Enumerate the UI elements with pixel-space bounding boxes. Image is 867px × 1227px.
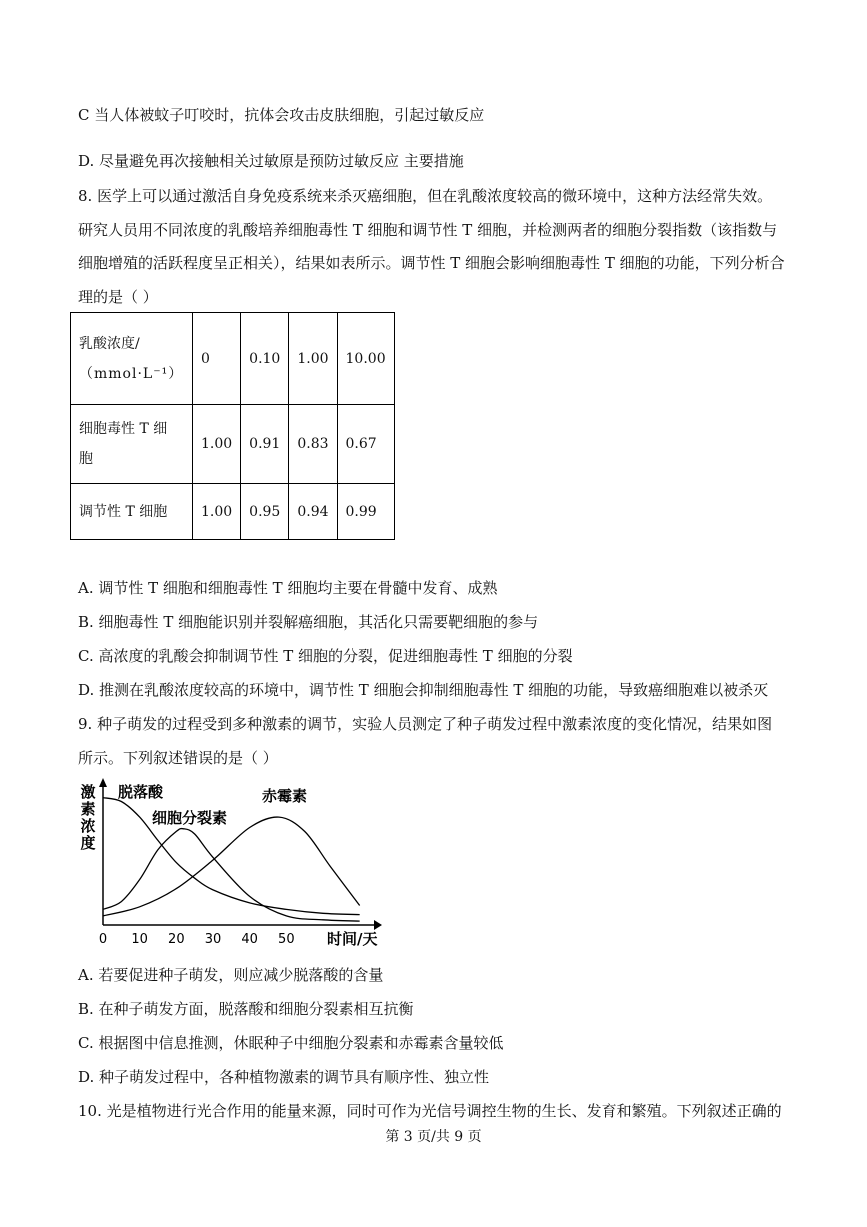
question-8-line-1: 8. 医学上可以通过激活自身免疫系统来杀灭癌细胞，但在乳酸浓度较高的微环境中，这种方法经常失效。 xyxy=(78,187,773,205)
x-tick-label: 50 xyxy=(278,932,295,947)
page-footer: 第 3 页/共 9 页 xyxy=(385,1129,482,1145)
table-cell: 1.00 xyxy=(193,484,241,540)
x-axis-label: 时间/天 xyxy=(327,930,378,948)
y-axis-label-char: 浓 xyxy=(80,817,96,835)
option-d-q7: D. 尽量避免再次接触相关过敏原是预防过敏反应 主要措施 xyxy=(78,152,464,170)
series-line xyxy=(103,817,360,916)
series-line xyxy=(103,798,360,915)
hormone-chart xyxy=(72,775,392,950)
question-8-line-4: 理的是（ ） xyxy=(78,288,158,306)
table-cell: 0.10 xyxy=(241,313,289,405)
table-cell: 0.91 xyxy=(241,405,289,484)
x-axis-arrow xyxy=(374,920,382,930)
row-label-part: 胞 xyxy=(79,451,93,467)
table-cell: 1.00 xyxy=(289,313,337,405)
table-cell: 1.00 xyxy=(193,405,241,484)
x-tick-label: 0 xyxy=(98,932,108,947)
x-tick-label: 40 xyxy=(241,932,258,947)
table-row xyxy=(71,405,395,484)
option-c-q8: C. 高浓度的乳酸会抑制调节性 T 细胞的分裂，促进细胞毒性 T 细胞的分裂 xyxy=(78,647,573,665)
question-8-line-3: 细胞增殖的活跃程度呈正相关），结果如表所示。调节性 T 细胞会影响细胞毒性 T 细胞的功能，下列分析合 xyxy=(78,254,785,272)
question-8-line-2: 研究人员用不同浓度的乳酸培养细胞毒性 T 细胞和调节性 T 细胞，并检测两者的细胞分裂指数（该指数与 xyxy=(78,221,778,239)
table-cell: 0.83 xyxy=(289,405,337,484)
lactic-acid-table xyxy=(70,312,395,540)
y-axis-arrow xyxy=(99,778,107,787)
series-label: 赤霉素 xyxy=(262,787,308,805)
table-header-row xyxy=(71,313,395,405)
question-10-line-1: 10. 光是植物进行光合作用的能量来源，同时可作为光信号调控生物的生长、发育和繁殖。下列叙述正确的 xyxy=(78,1102,782,1120)
option-b-q9: B. 在种子萌发方面，脱落酸和细胞分裂素相互抗衡 xyxy=(78,1000,414,1018)
table-header-unit: （mmol·L⁻¹） xyxy=(79,365,184,382)
option-a-q9: A. 若要促进种子萌发，则应减少脱落酸的含量 xyxy=(78,966,384,984)
table-cell: 0.67 xyxy=(337,405,394,484)
row-label-part: 细胞毒性 T 细 xyxy=(79,421,168,437)
row-label-cytotoxic xyxy=(71,405,193,484)
question-9-line-1: 9. 种子萌发的过程受到多种激素的调节，实验人员测定了种子萌发过程中激素浓度的变化情况，结果如图 xyxy=(78,715,773,733)
y-axis-label-char: 度 xyxy=(80,834,96,852)
x-tick-label: 30 xyxy=(204,932,222,947)
table-cell: 0 xyxy=(193,313,241,405)
option-d-q9: D. 种子萌发过程中，各种植物激素的调节具有顺序性、独立性 xyxy=(78,1068,490,1086)
table-row xyxy=(71,484,395,540)
table-header-label-cell xyxy=(71,313,193,405)
series-label: 脱落酸 xyxy=(118,783,164,801)
y-axis-label-char: 激 xyxy=(80,783,96,801)
table-cell: 0.99 xyxy=(337,484,394,540)
chart-curves xyxy=(103,798,360,922)
row-label-regulatory: 调节性 T 细胞 xyxy=(71,484,193,540)
question-9-line-2: 所示。下列叙述错误的是（ ） xyxy=(78,749,278,767)
x-tick-label: 10 xyxy=(131,932,148,947)
table-cell: 0.94 xyxy=(289,484,337,540)
chart-labels xyxy=(80,783,377,948)
table-cell: 10.00 xyxy=(337,313,394,405)
y-axis-label-char: 素 xyxy=(80,800,96,818)
x-tick-label: 20 xyxy=(168,932,185,947)
table-cell: 0.95 xyxy=(241,484,289,540)
option-a-q8: A. 调节性 T 细胞和细胞毒性 T 细胞均主要在骨髓中发育、成熟 xyxy=(78,579,498,597)
option-b-q8: B. 细胞毒性 T 细胞能识别并裂解癌细胞，其活化只需要靶细胞的参与 xyxy=(78,613,539,631)
table-header-label: 乳酸浓度/ xyxy=(79,335,140,352)
option-c-q9: C. 根据图中信息推测，休眠种子中细胞分裂素和赤霉素含量较低 xyxy=(78,1034,504,1052)
option-c-q7: C 当人体被蚊子叮咬时，抗体会攻击皮肤细胞，引起过敏反应 xyxy=(78,106,485,124)
option-d-q8: D. 推测在乳酸浓度较高的环境中，调节性 T 细胞会抑制细胞毒性 T 细胞的功能，导致癌细胞难以被杀灭 xyxy=(78,681,769,699)
series-label: 细胞分裂素 xyxy=(152,809,228,827)
